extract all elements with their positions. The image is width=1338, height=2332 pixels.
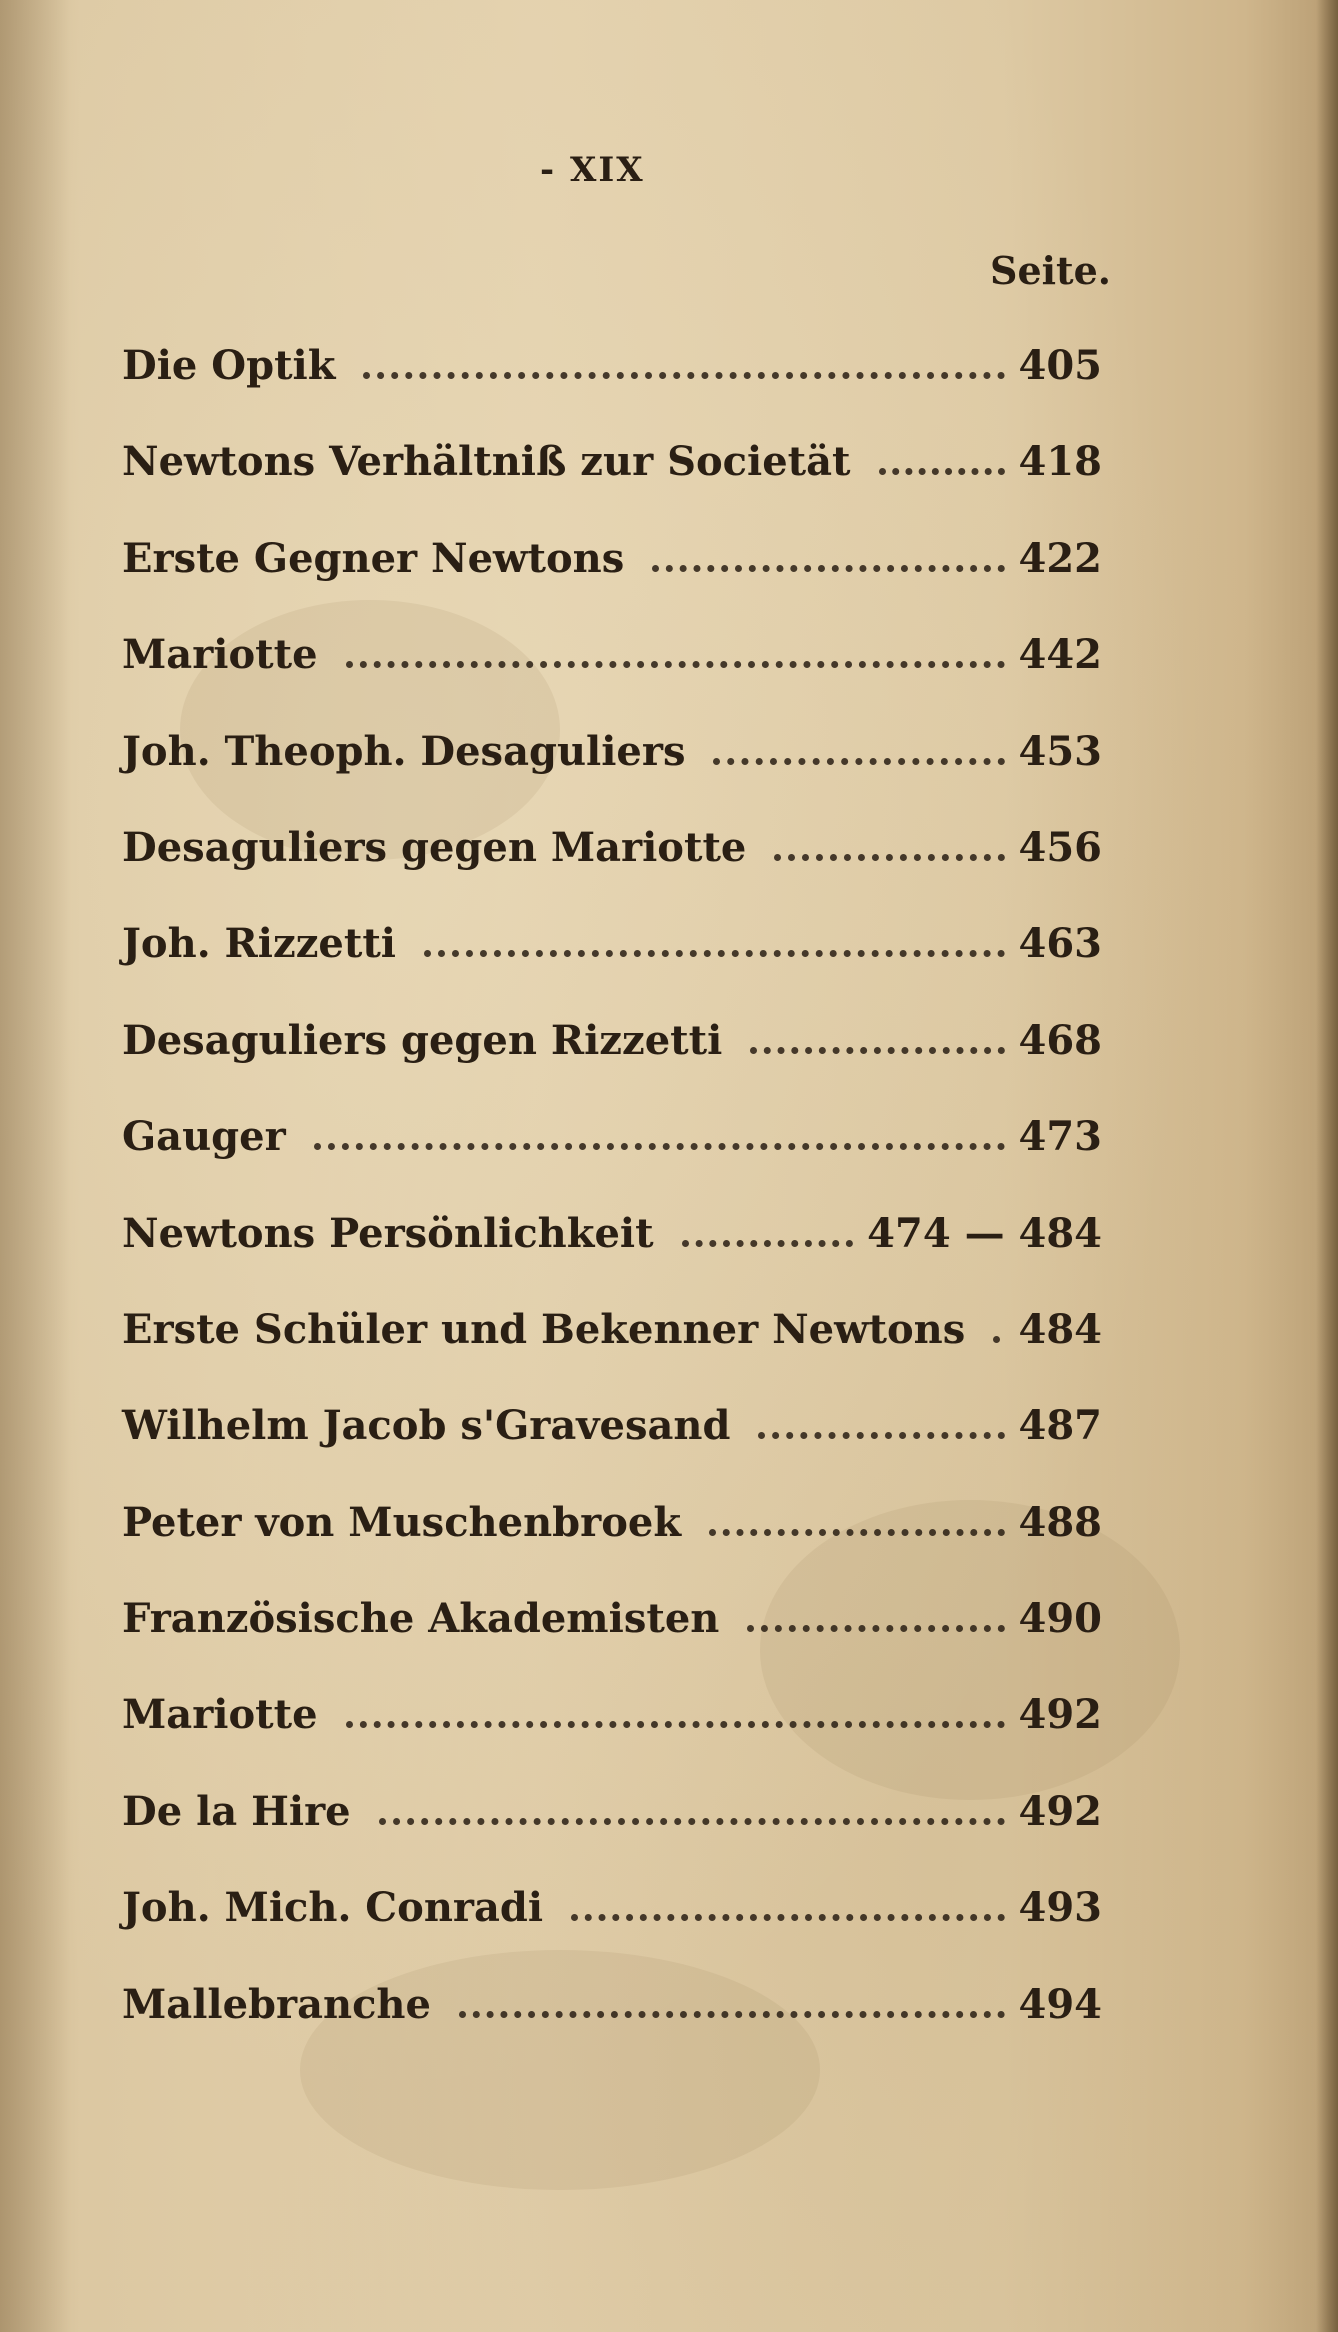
entry-title: Erste Gegner Newtons: [122, 534, 625, 582]
toc-entry: [122, 1396, 1102, 1492]
toc-entry: [122, 1300, 1102, 1396]
toc-entry: [122, 722, 1102, 818]
dot-leader: [571, 1884, 1004, 1921]
entry-title: Peter von Muschenbroek: [122, 1498, 682, 1546]
entry-page: 492: [1018, 1691, 1102, 1739]
toc-entry: [122, 1107, 1102, 1203]
page-number: - XIX: [540, 150, 645, 190]
table-of-contents: [122, 336, 1102, 2071]
entry-page: 492: [1018, 1787, 1102, 1835]
dot-leader: [314, 1113, 1005, 1150]
entry-title: Französische Akademisten: [122, 1595, 720, 1643]
entry-title: Newtons Persönlichkeit: [122, 1209, 654, 1257]
entry-title: Desaguliers gegen Rizzetti: [122, 1016, 723, 1064]
entry-page: 494: [1018, 1980, 1102, 2028]
entry-page: 418: [1018, 438, 1102, 486]
toc-entry: [122, 1685, 1102, 1781]
entry-page: 468: [1018, 1016, 1102, 1064]
toc-entry: [122, 432, 1102, 528]
entry-title: Mariotte: [122, 1691, 318, 1739]
entry-title: De la Hire: [122, 1787, 351, 1835]
entry-page: 490: [1018, 1595, 1102, 1643]
gutter-shadow: [0, 0, 70, 2332]
entry-page: 453: [1018, 727, 1102, 775]
dot-leader: [363, 342, 1004, 379]
dot-leader: [774, 824, 1004, 861]
dot-leader: [993, 1306, 1004, 1343]
toc-entry: [122, 1782, 1102, 1878]
dot-leader: [747, 1595, 1004, 1632]
dot-leader: [652, 535, 1004, 572]
entry-title: Joh. Theoph. Desaguliers: [122, 727, 686, 775]
toc-entry: [122, 1493, 1102, 1589]
entry-page: 493: [1018, 1884, 1102, 1932]
entry-title: Joh. Mich. Conradi: [122, 1884, 544, 1932]
entry-page: 456: [1018, 823, 1102, 871]
entry-title: Erste Schüler und Bekenner Newtons: [122, 1305, 966, 1353]
toc-entry: [122, 1878, 1102, 1974]
entry-page: 422: [1018, 534, 1102, 582]
entry-title: Mallebranche: [122, 1980, 431, 2028]
page-column-label: Seite.: [990, 248, 1112, 293]
toc-entry: [122, 818, 1102, 914]
toc-entry: [122, 914, 1102, 1010]
page-edge: [1316, 0, 1338, 2332]
entry-page: 442: [1018, 631, 1102, 679]
entry-title: Desaguliers gegen Mariotte: [122, 823, 747, 871]
toc-entry: [122, 625, 1102, 721]
entry-title: Newtons Verhältniß zur Societät: [122, 438, 851, 486]
entry-title: Joh. Rizzetti: [122, 920, 397, 968]
dot-leader: [750, 1017, 1004, 1054]
dot-leader: [346, 1691, 1005, 1728]
dot-leader: [713, 728, 1004, 765]
toc-entry: [122, 1975, 1102, 2071]
entry-page: 487: [1018, 1402, 1102, 1450]
toc-entry: [122, 529, 1102, 625]
dot-leader: [758, 1402, 1004, 1439]
dot-leader: [879, 438, 1005, 475]
entry-title: Die Optik: [122, 342, 336, 389]
dot-leader: [424, 920, 1004, 957]
dot-leader: [346, 631, 1005, 668]
toc-entry: [122, 336, 1102, 432]
dot-leader: [709, 1499, 1004, 1536]
entry-page: 484: [1018, 1305, 1102, 1353]
toc-entry: [122, 1589, 1102, 1685]
entry-page: 405: [1018, 342, 1102, 389]
dot-leader: [682, 1210, 854, 1247]
entry-title: Mariotte: [122, 631, 318, 679]
entry-page: 488: [1018, 1498, 1102, 1546]
entry-page: 473: [1018, 1113, 1102, 1161]
toc-entry: [122, 1011, 1102, 1107]
dot-leader: [379, 1788, 1005, 1825]
entry-page: 463: [1018, 920, 1102, 968]
entry-title: Wilhelm Jacob s'Gravesand: [122, 1402, 731, 1450]
entry-title: Gauger: [122, 1113, 286, 1161]
dot-leader: [459, 1981, 1005, 2018]
entry-page: 474 — 484: [867, 1209, 1102, 1257]
toc-entry: [122, 1204, 1102, 1300]
